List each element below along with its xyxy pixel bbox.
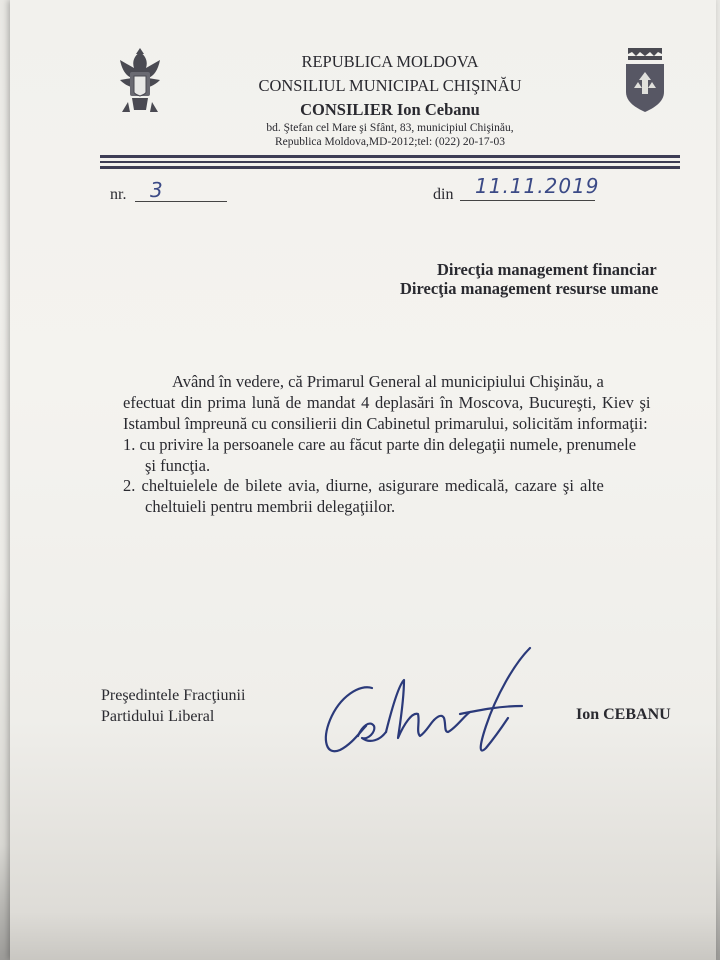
- header-rule-top: [100, 155, 680, 158]
- addressee-hr: Direcţia management resurse umane: [400, 279, 659, 298]
- header-address-line1: bd. Ştefan cel Mare şi Sfânt, 83, municipiul Chişinău,: [266, 122, 514, 134]
- request-item-1-continued: şi funcţia.: [145, 456, 211, 475]
- body-line: Istambul împreună cu consilierii din Cabinetul primarului, solicităm informaţii:: [123, 414, 648, 433]
- din-label: din: [433, 186, 454, 203]
- body-line: Având în vedere, că Primarul General al municipiului Chişinău, a: [172, 372, 604, 391]
- body-line: efectuat din prima lună de mandat 4 deplasări în Moscova, Bucureşti, Kiev şi: [123, 393, 651, 412]
- header-council: CONSILIUL MUNICIPAL CHIŞINĂU: [258, 76, 522, 95]
- signatory-title-line2: Partidului Liberal: [101, 708, 215, 725]
- header-rule-bottom: [100, 166, 680, 169]
- signatory-title-line1: Preşedintele Fracţiunii: [101, 687, 246, 704]
- date-underline: [460, 200, 595, 201]
- handwritten-signature: [300, 640, 560, 770]
- addressee-financial: Direcţia management financiar: [437, 260, 657, 279]
- nr-label: nr.: [110, 186, 127, 203]
- date-handwritten-value: 11.11.2019: [475, 174, 600, 198]
- header-country: REPUBLICA MOLDOVA: [301, 52, 479, 71]
- nr-handwritten-value: 3: [150, 178, 163, 202]
- header-councillor: CONSILIER Ion Cebanu: [300, 100, 480, 119]
- signatory-name: Ion CEBANU: [576, 706, 671, 723]
- header-rule-middle: [100, 161, 680, 163]
- request-item-2-continued: cheltuieli pentru membrii delegaţiilor.: [145, 497, 396, 516]
- request-item-1: 1. cu privire la persoanele care au făcut parte din delegaţii numele, prenumele: [123, 435, 637, 454]
- header-address-line2: Republica Moldova,MD-2012;tel: (022) 20-17-03: [275, 136, 505, 148]
- nr-underline: [135, 201, 227, 202]
- request-item-2: 2. cheltuielele de bilete avia, diurne, asigurare medicală, cazare şi alte: [123, 476, 604, 495]
